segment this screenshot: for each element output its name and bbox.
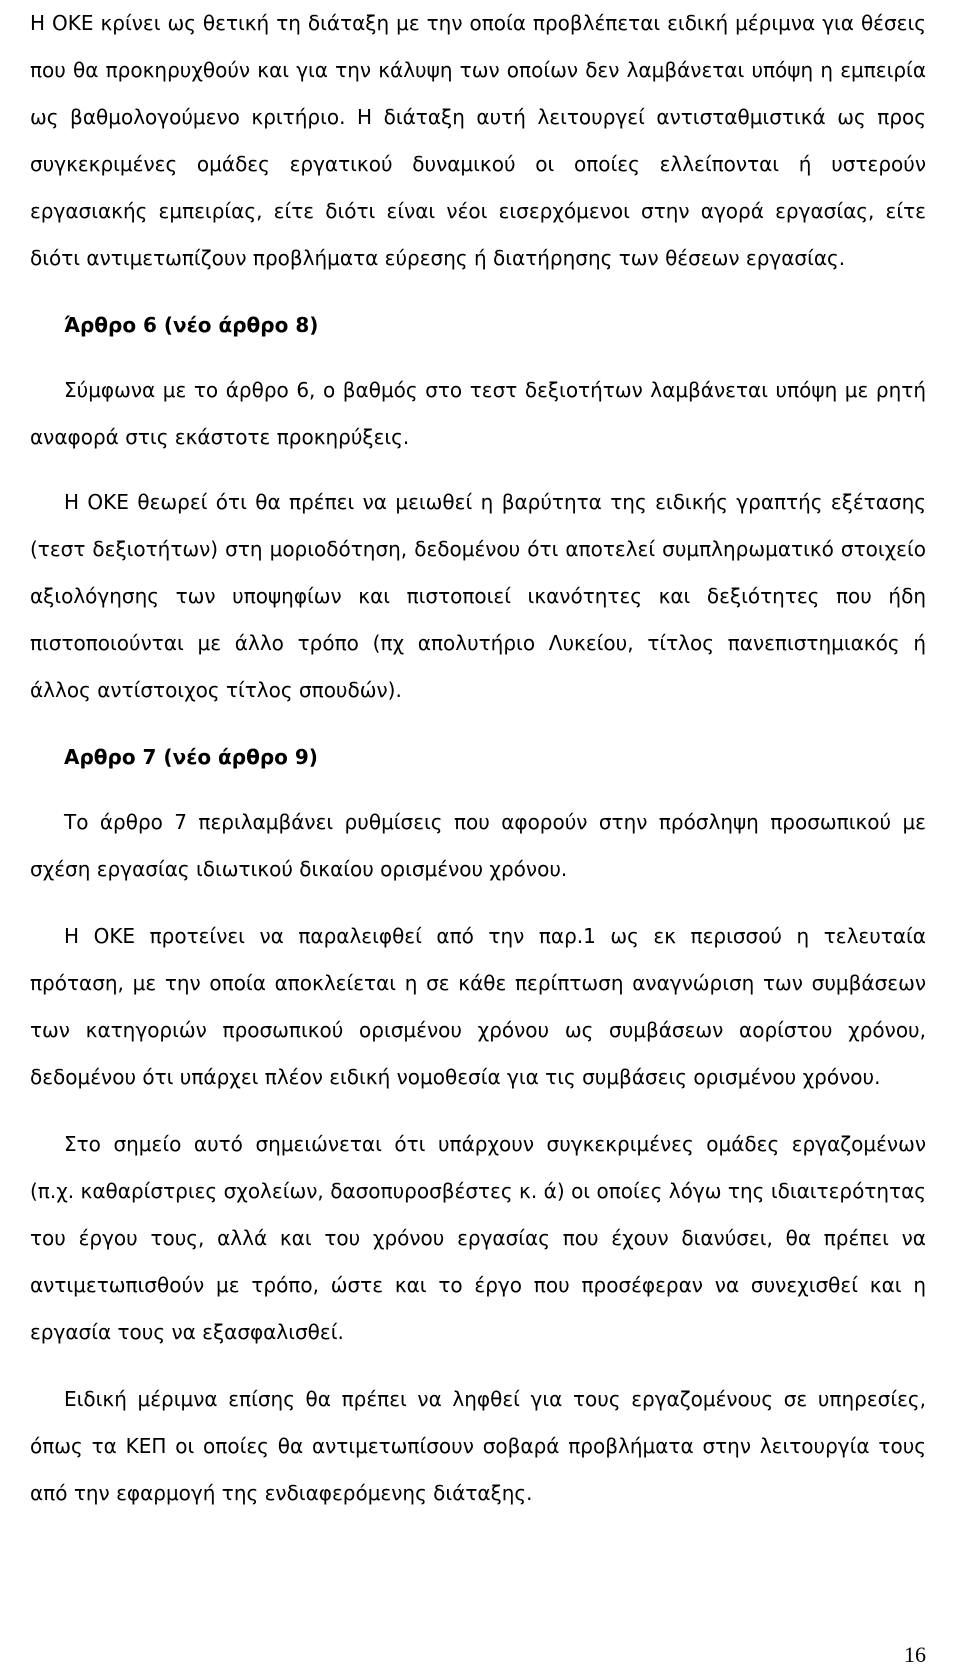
heading-article-7: Αρθρο 7 (νέο άρθρο 9) [64,745,318,769]
paragraph-fixed-term-contracts: Η ΟΚΕ προτείνει να παραλειφθεί από την παρ.1 ως εκ περισσού η τελευταία πρόταση, με την οποία αποκλείεται η σε κάθε περίπτωση αναγνώριση των συμβάσεων των κατηγοριών προσωπικού ορισμένου χρόνου ως συμβάσεων αορίστου χρόνου, δεδομένου ότι υπάρχει πλέον ειδική νομοθεσία για τις συμβάσεις ορισμένου χρόνου. [30,924,926,1089]
paragraph-oke-experience: Η ΟΚΕ κρίνει ως θετική τη διάταξη με την οποία προβλέπεται ειδική μέριμνα για θέσεις που θα προκηρυχθούν και για την κάλυψη των οποίων δεν λαμβάνεται υπόψη η εμπειρία ως βαθμολογούμενο κριτήριο. Η διάταξη αυτή λειτουργεί αντισταθμιστικά ως προς συγκεκριμένες ομάδες εργατικού δυναμικού οι οποίες ελλείπονται ή υστερούν εργασιακής εμπειρίας, είτε διότι είναι νέοι εισερχόμενοι στην αγορά εργασίας, είτε διότι αντιμετωπίζουν προβλήματα εύρεσης ή διατήρησης των θέσεων εργασίας. [30,11,926,270]
heading-article-6: Άρθρο 6 (νέο άρθρο 8) [64,313,319,337]
document-body [30,0,926,1517]
paragraph-kep-services: Ειδική μέριμνα επίσης θα πρέπει να ληφθεί για τους εργαζομένους σε υπηρεσίες, όπως τα ΚΕΠ οι οποίες θα αντιμετωπίσουν σοβαρά προβλήματα στην λειτουργία τους από την εφαρμογή της ενδιαφερόμενης διάταξης. [30,1387,926,1505]
page-number: 16 [904,1642,926,1667]
paragraph-article-6-summary: Σύμφωνα με το άρθρο 6, ο βαθμός στο τεστ δεξιοτήτων λαμβάνεται υπόψη με ρητή αναφορά στις εκάστοτε προκηρύξεις. [30,378,926,449]
paragraph-skills-test: Η ΟΚΕ θεωρεί ότι θα πρέπει να μειωθεί η βαρύτητα της ειδικής γραπτής εξέτασης (τεστ δεξιοτήτων) στη μοριοδότηση, δεδομένου ότι αποτελεί συμπληρωματικό στοιχείο αξιολόγησης των υποψηφίων και πιστοποιεί ικανότητες και δεξιότητες που ήδη πιστοποιούνται με άλλο τρόπο (πχ απολυτήριο Λυκείου, τίτλος πανεπιστημιακός ή άλλος αντίστοιχος τίτλος σπουδών). [30,490,926,702]
paragraph-worker-groups: Στο σημείο αυτό σημειώνεται ότι υπάρχουν συγκεκριμένες ομάδες εργαζομένων (π.χ. καθαρίστριες σχολείων, δασοπυροσβέστες κ. ά) οι οποίες λόγω της ιδιαιτερότητας του έργου τους, αλλά και του χρόνου εργασίας που έχουν διανύσει, θα πρέπει να αντιμετωπισθούν με τρόπο, ώστε και το έργο που προσέφεραν να συνεχισθεί και η εργασία τους να εξασφαλισθεί. [30,1132,926,1344]
paragraph-article-7-summary: Το άρθρο 7 περιλαμβάνει ρυθμίσεις που αφορούν στην πρόσληψη προσωπικού με σχέση εργασίας ιδιωτικού δικαίου ορισμένου χρόνου. [30,810,926,881]
